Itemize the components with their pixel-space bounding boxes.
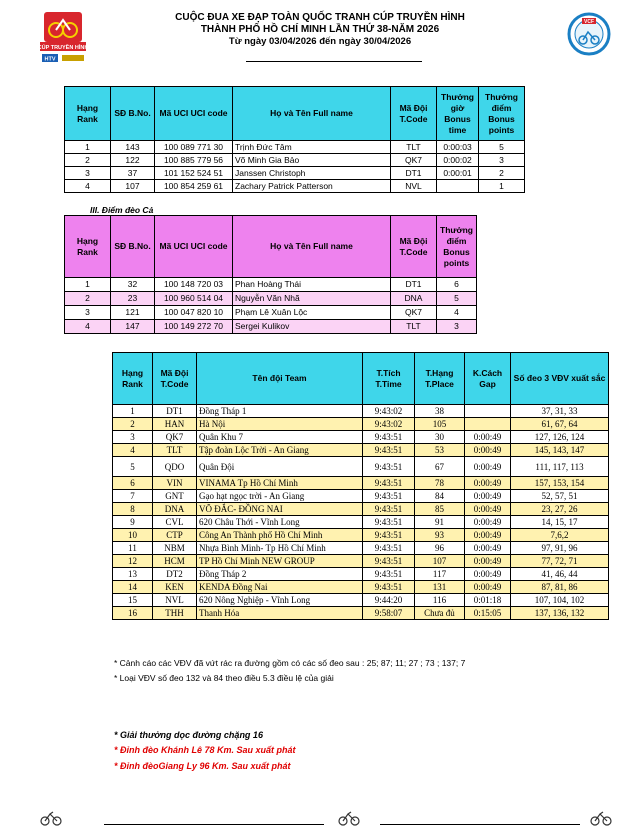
cell-team-code: CTP	[153, 529, 197, 542]
warning-note: * Cảnh cáo các VĐV đã vứt rác ra đường gồm có các số đeo sau : 25; 87; 11; 27 ; 73 ; 137; 7	[114, 658, 466, 668]
cell-team-code: GNT	[153, 490, 197, 503]
cell-gap: 0:00:49	[465, 555, 511, 568]
cell-best-bibs: 145, 143, 147	[511, 444, 609, 457]
cell-total-place: 53	[415, 444, 465, 457]
cell-team-name: VINAMA Tp Hồ Chí Minh	[197, 477, 363, 490]
cell-gap: 0:00:49	[465, 542, 511, 555]
cell-name: Phan Hoàng Thái	[233, 278, 391, 292]
footer-line-right	[380, 824, 580, 825]
table-row	[113, 457, 609, 477]
cell-name: Võ Minh Gia Bảo	[233, 154, 391, 167]
cell-gap	[465, 405, 511, 418]
cell-team-name: Quân Khu 7	[197, 431, 363, 444]
col-bonus-points: Thưởng điểm Bonus points	[479, 87, 525, 141]
cell-best-bibs: 52, 57, 51	[511, 490, 609, 503]
table-row	[65, 180, 525, 193]
col-team-code: Mã Đội T.Code	[153, 353, 197, 405]
table-row	[113, 542, 609, 555]
cell-total-time: 9:43:51	[363, 457, 415, 477]
table-row	[113, 555, 609, 568]
table-row	[113, 516, 609, 529]
cell-team-code: HAN	[153, 418, 197, 431]
cell-points: 4	[437, 306, 477, 320]
cell-total-time: 9:43:51	[363, 542, 415, 555]
col-team-name: Tên đội Team	[197, 353, 363, 405]
cell-team: TLT	[391, 141, 437, 154]
event-subtitle: THÀNH PHỐ HỒ CHÍ MINH LẦN THỨ 38-NĂM 2026	[200, 24, 440, 35]
cell-team-name: Tập đoàn Lộc Trời - An Giang	[197, 444, 363, 457]
cell-name: Trịnh Đức Tâm	[233, 141, 391, 154]
cell-team-code: NVL	[153, 594, 197, 607]
cell-total-time: 9:43:02	[363, 418, 415, 431]
cell-team-code: DNA	[153, 503, 197, 516]
cell-name: Sergei Kulikov	[233, 320, 391, 334]
cell-time	[437, 180, 479, 193]
cell-name: Phạm Lê Xuân Lộc	[233, 306, 391, 320]
table-row	[65, 141, 525, 154]
cell-total-place: 117	[415, 568, 465, 581]
table-row	[65, 167, 525, 180]
cell-team: TLT	[391, 320, 437, 334]
cell-team-code: VIN	[153, 477, 197, 490]
cell-gap: 0:00:49	[465, 431, 511, 444]
cell-gap: 0:00:49	[465, 477, 511, 490]
cell-gap: 0:00:49	[465, 529, 511, 542]
cell-bib: 122	[111, 154, 155, 167]
table-row	[113, 405, 609, 418]
cell-rank: 11	[113, 542, 153, 555]
cell-uci: 100 149 272 70	[155, 320, 233, 334]
cell-team-code: TLT	[153, 444, 197, 457]
cell-team: NVL	[391, 180, 437, 193]
cell-best-bibs: 127, 126, 124	[511, 431, 609, 444]
col-best-bibs: Số đeo 3 VĐV xuất sắc	[511, 353, 609, 405]
cell-total-place: 30	[415, 431, 465, 444]
cell-rank: 2	[113, 418, 153, 431]
cell-team-code: DT2	[153, 568, 197, 581]
cell-bib: 121	[111, 306, 155, 320]
col-bib: SĐ B.No.	[111, 87, 155, 141]
cell-rank: 1	[65, 141, 111, 154]
cell-team-name: Quân Đội	[197, 457, 363, 477]
cell-rank: 15	[113, 594, 153, 607]
cell-team: DT1	[391, 167, 437, 180]
cell-team: DNA	[391, 292, 437, 306]
cell-total-place: 78	[415, 477, 465, 490]
cell-points: 2	[479, 167, 525, 180]
table-row	[113, 477, 609, 490]
col-uci: Mã UCI UCI code	[155, 216, 233, 278]
table-row	[113, 568, 609, 581]
cell-points: 5	[437, 292, 477, 306]
cell-team-name: Đồng Tháp 2	[197, 568, 363, 581]
cell-rank: 5	[113, 457, 153, 477]
cell-best-bibs: 107, 104, 102	[511, 594, 609, 607]
cell-total-place: 91	[415, 516, 465, 529]
col-total-place: T.Hạng T.Place	[415, 353, 465, 405]
cell-best-bibs: 111, 117, 113	[511, 457, 609, 477]
cell-rank: 2	[65, 292, 111, 306]
cell-points: 3	[479, 154, 525, 167]
cell-team-name: Nhựa Bình Minh- Tp Hồ Chí Minh	[197, 542, 363, 555]
cell-team-name: Hà Nội	[197, 418, 363, 431]
col-rank: Hạng Rank	[65, 216, 111, 278]
table-row	[65, 292, 477, 306]
cell-team-name: Đồng Tháp 1	[197, 405, 363, 418]
cell-points: 6	[437, 278, 477, 292]
mountain-points-table	[64, 215, 477, 334]
cell-rank: 3	[65, 306, 111, 320]
bonus-time-table	[64, 86, 525, 193]
col-name: Họ và Tên Full name	[233, 216, 391, 278]
cell-team-name: VÕ ĐẮC- ĐỒNG NAI	[197, 503, 363, 516]
cell-total-time: 9:43:51	[363, 431, 415, 444]
cell-name: Nguyễn Văn Nhã	[233, 292, 391, 306]
climb-giang-ly-note: * Đỉnh đèoGiang Ly 96 Km. Sau xuất phát	[114, 761, 291, 771]
cell-total-time: 9:43:51	[363, 444, 415, 457]
cell-bib: 37	[111, 167, 155, 180]
cell-bib: 143	[111, 141, 155, 154]
cell-team-code: CVL	[153, 516, 197, 529]
cell-best-bibs: 137, 136, 132	[511, 607, 609, 620]
cell-rank: 2	[65, 154, 111, 167]
cell-team-name: 620 Châu Thới - Vĩnh Long	[197, 516, 363, 529]
cell-total-place: 67	[415, 457, 465, 477]
table-row	[65, 154, 525, 167]
cell-gap: 0:00:49	[465, 503, 511, 516]
cell-rank: 3	[65, 167, 111, 180]
cell-rank: 4	[65, 320, 111, 334]
svg-text:VCF: VCF	[584, 19, 594, 25]
cell-gap: 0:00:49	[465, 568, 511, 581]
cell-rank: 10	[113, 529, 153, 542]
cell-team-code: HCM	[153, 555, 197, 568]
table-row	[113, 594, 609, 607]
cell-team-code: DT1	[153, 405, 197, 418]
col-bib: SĐ B.No.	[111, 216, 155, 278]
cell-team-code: QK7	[153, 431, 197, 444]
cell-total-place: 38	[415, 405, 465, 418]
cell-name: Janssen Christoph	[233, 167, 391, 180]
cell-rank: 1	[65, 278, 111, 292]
cell-name: Zachary Patrick Patterson	[233, 180, 391, 193]
cell-uci: 100 885 779 56	[155, 154, 233, 167]
mountain-section-title: III. Điểm đèo Cả	[90, 205, 154, 215]
svg-text:HTV: HTV	[44, 56, 56, 63]
col-bonus-time: Thưởng giờ Bonus time	[437, 87, 479, 141]
cell-gap	[465, 418, 511, 431]
cell-team-name: Gạo hạt ngọc trời - An Giang	[197, 490, 363, 503]
cell-total-time: 9:44:20	[363, 594, 415, 607]
cell-gap: 0:15:05	[465, 607, 511, 620]
team-classification-table	[112, 352, 609, 620]
cell-rank: 6	[113, 477, 153, 490]
cell-best-bibs: 61, 67, 64	[511, 418, 609, 431]
cell-total-place: 105	[415, 418, 465, 431]
disqualification-note: * Loại VĐV số đeo 132 và 84 theo điều 5.3 điều lệ của giải	[114, 673, 334, 683]
table-row	[113, 431, 609, 444]
cell-rank: 7	[113, 490, 153, 503]
cell-best-bibs: 87, 81, 86	[511, 581, 609, 594]
cell-best-bibs: 23, 27, 26	[511, 503, 609, 516]
cell-time: 0:00:01	[437, 167, 479, 180]
climb-khanh-le-note: * Đỉnh đèo Khánh Lê 78 Km. Sau xuất phát	[114, 745, 296, 755]
table-row	[113, 607, 609, 620]
cell-rank: 14	[113, 581, 153, 594]
cell-total-place: 107	[415, 555, 465, 568]
cell-total-place: 84	[415, 490, 465, 503]
cell-best-bibs: 37, 31, 33	[511, 405, 609, 418]
cell-total-place: 85	[415, 503, 465, 516]
cell-team: DT1	[391, 278, 437, 292]
cell-best-bibs: 77, 72, 71	[511, 555, 609, 568]
cell-best-bibs: 7,6,2	[511, 529, 609, 542]
event-dates: Từ ngày 03/04/2026 đến ngày 30/04/2026	[228, 36, 412, 47]
table-row	[65, 306, 477, 320]
cell-uci: 100 047 820 10	[155, 306, 233, 320]
table-row	[65, 320, 477, 334]
cell-best-bibs: 14, 15, 17	[511, 516, 609, 529]
cell-team: QK7	[391, 154, 437, 167]
cell-team: QK7	[391, 306, 437, 320]
cell-bib: 107	[111, 180, 155, 193]
cell-team-code: KEN	[153, 581, 197, 594]
cell-team-name: Thanh Hóa	[197, 607, 363, 620]
cell-rank: 16	[113, 607, 153, 620]
cell-team-code: NBM	[153, 542, 197, 555]
cell-gap: 0:00:49	[465, 516, 511, 529]
cell-total-time: 9:43:51	[363, 581, 415, 594]
cell-rank: 4	[113, 444, 153, 457]
cell-total-time: 9:43:51	[363, 529, 415, 542]
table-row	[113, 444, 609, 457]
cell-rank: 3	[113, 431, 153, 444]
event-title: CUỘC ĐUA XE ĐẠP TOÀN QUỐC TRANH CÚP TRUYỀN HÌNH	[175, 12, 465, 23]
header-divider	[246, 61, 422, 62]
cell-total-time: 9:58:07	[363, 607, 415, 620]
cell-total-place: 116	[415, 594, 465, 607]
table-row	[65, 278, 477, 292]
col-team: Mã Đội T.Code	[391, 216, 437, 278]
svg-text:CÚP TRUYỀN HÌNH: CÚP TRUYỀN HÌNH	[37, 45, 89, 51]
table-row	[113, 418, 609, 431]
col-rank: Hạng Rank	[113, 353, 153, 405]
cell-rank: 13	[113, 568, 153, 581]
col-uci: Mã UCI UCI code	[155, 87, 233, 141]
cell-best-bibs: 157, 153, 154	[511, 477, 609, 490]
stage-prize-heading: * Giải thưởng dọc đường chặng 16	[114, 730, 263, 740]
cell-points: 1	[479, 180, 525, 193]
cell-rank: 8	[113, 503, 153, 516]
cell-bib: 147	[111, 320, 155, 334]
cell-rank: 4	[65, 180, 111, 193]
footer-line-left	[104, 824, 324, 825]
cell-uci: 100 960 514 04	[155, 292, 233, 306]
cell-time: 0:00:02	[437, 154, 479, 167]
table-row	[113, 581, 609, 594]
cell-bib: 32	[111, 278, 155, 292]
col-team: Mã Đội T.Code	[391, 87, 437, 141]
cell-best-bibs: 97, 91, 96	[511, 542, 609, 555]
cell-bib: 23	[111, 292, 155, 306]
cell-total-time: 9:43:51	[363, 516, 415, 529]
col-total-time: T.Tích T.Time	[363, 353, 415, 405]
cell-team-code: THH	[153, 607, 197, 620]
cell-uci: 100 148 720 03	[155, 278, 233, 292]
table-row	[113, 490, 609, 503]
cell-gap: 0:00:49	[465, 490, 511, 503]
cell-points: 5	[479, 141, 525, 154]
table-row	[113, 503, 609, 516]
cell-time: 0:00:03	[437, 141, 479, 154]
cell-total-time: 9:43:51	[363, 477, 415, 490]
cell-total-place: Chưa đủ	[415, 607, 465, 620]
cell-rank: 1	[113, 405, 153, 418]
cell-team-name: TP Hồ Chí Minh NEW GROUP	[197, 555, 363, 568]
cell-uci: 100 854 259 61	[155, 180, 233, 193]
cell-gap: 0:00:49	[465, 444, 511, 457]
cell-total-place: 131	[415, 581, 465, 594]
cell-total-time: 9:43:51	[363, 568, 415, 581]
cell-total-time: 9:43:51	[363, 555, 415, 568]
cell-rank: 9	[113, 516, 153, 529]
cell-gap: 0:00:49	[465, 581, 511, 594]
cell-total-time: 9:43:51	[363, 490, 415, 503]
col-name: Họ và Tên Full name	[233, 87, 391, 141]
cell-team-name: KENDA Đồng Nai	[197, 581, 363, 594]
cell-rank: 12	[113, 555, 153, 568]
cell-total-place: 96	[415, 542, 465, 555]
col-gap: K.Cách Gap	[465, 353, 511, 405]
cell-total-time: 9:43:02	[363, 405, 415, 418]
table-row	[113, 529, 609, 542]
cell-uci: 101 152 524 51	[155, 167, 233, 180]
col-bonus-points: Thưởng điểm Bonus points	[437, 216, 477, 278]
cell-uci: 100 089 771 30	[155, 141, 233, 154]
cell-team-name: 620 Nông Nghiệp - Vĩnh Long	[197, 594, 363, 607]
cell-team-code: QDO	[153, 457, 197, 477]
cell-total-place: 93	[415, 529, 465, 542]
cell-points: 3	[437, 320, 477, 334]
cell-gap: 0:01:18	[465, 594, 511, 607]
cell-best-bibs: 41, 46, 44	[511, 568, 609, 581]
cell-team-name: Công An Thành phố Hồ Chí Minh	[197, 529, 363, 542]
cell-gap: 0:00:49	[465, 457, 511, 477]
cell-total-time: 9:43:51	[363, 503, 415, 516]
col-rank: Hạng Rank	[65, 87, 111, 141]
